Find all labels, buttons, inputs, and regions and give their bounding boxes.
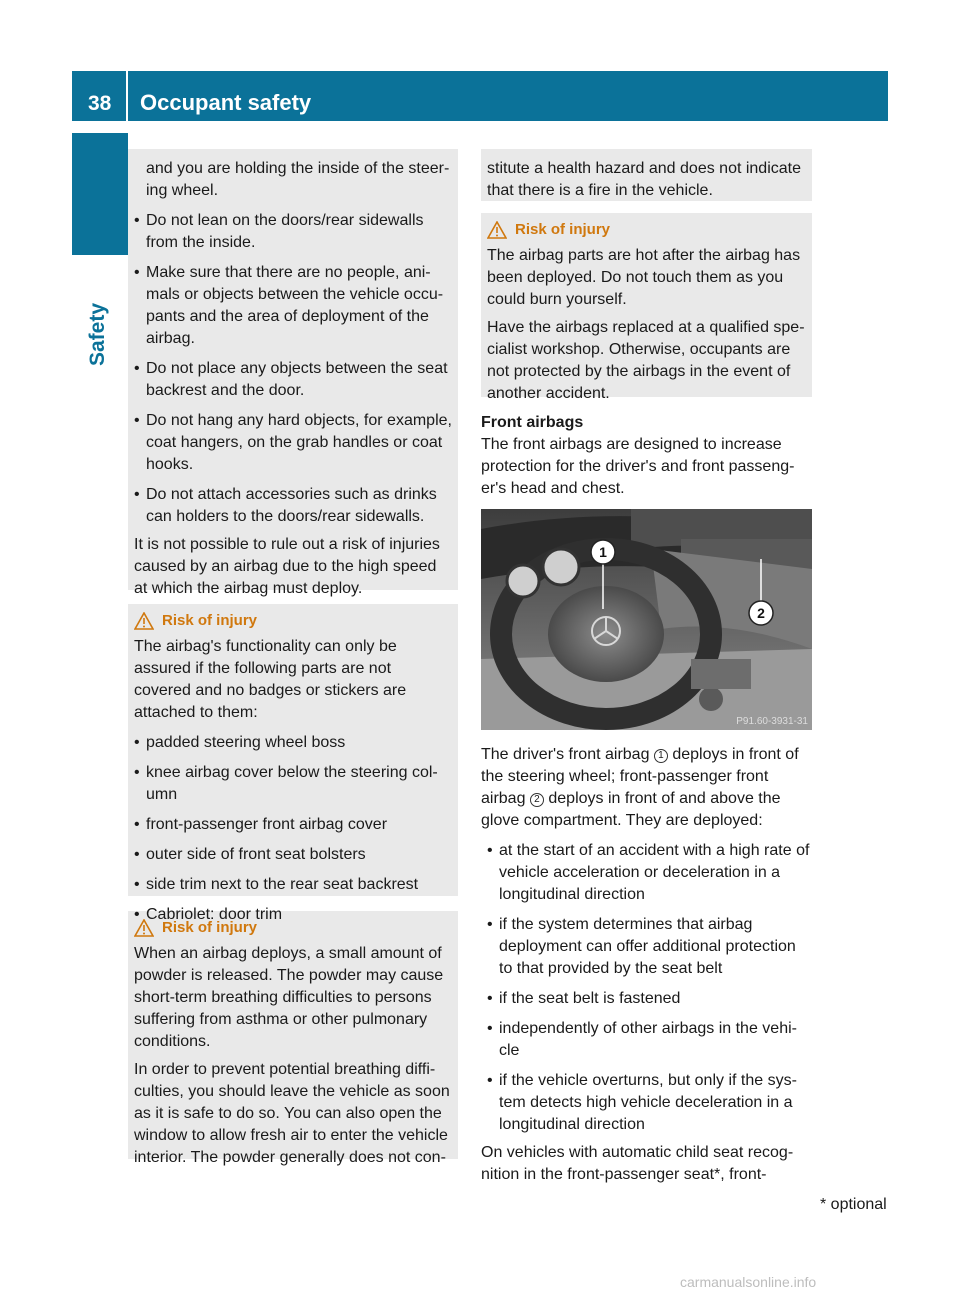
footer-watermark: carmanualsonline.info: [680, 1274, 817, 1290]
list-item: • at the start of an accident with a high rate of vehicle acceleration or deceleration in a longitudinal direction: [487, 842, 810, 903]
dashboard-airbag-illustration: [481, 509, 812, 730]
warning-para-2: Have the airbags replaced at a qualified spe- cialist workshop. Otherwise, occupants are not protected by the airbags in the event of another accident.: [487, 319, 805, 402]
side-tab-block: [72, 133, 128, 255]
side-tab: [86, 266, 116, 366]
warning-para-1: The airbag parts are hot after the airbag has been deployed. Do not touch them as you could burn yourself.: [487, 247, 801, 308]
right-closing-text: On vehicles with automatic child seat recog- nition in the front-passenger seat*, front-: [481, 1144, 794, 1183]
list-item: • Do not attach accessories such as drinks can holders to the doors/rear sidewalls.: [134, 486, 437, 525]
left-column: [134, 158, 452, 600]
right-cont-text: [487, 158, 807, 202]
list-item: • padded steering wheel boss: [134, 734, 346, 751]
section-intro: The front airbags are designed to increase protection for the driver's and front passeng- er's head and chest.: [481, 436, 795, 497]
list-item: • Do not lean on the doors/rear sidewalls from the inside.: [134, 212, 424, 251]
list-item: • Cabriolet: door trim: [134, 906, 283, 923]
footnote-optional: * optional: [820, 1196, 887, 1213]
illustration-code: P91.60-3931-31: [736, 716, 808, 727]
side-tab-label: Safety: [86, 302, 109, 366]
list-item: • independently of other airbags in the vehi- cle: [487, 1020, 797, 1059]
warning-para-1: When an airbag deploys, a small amount of powder is released. The powder may cause short-term breathing difficulties to persons suffering from asthma or other pulmonary conditions.: [134, 945, 444, 1050]
warning-para-2: In order to prevent potential breathing diffi- culties, you should leave the vehicle as soon as it is safe to do so. You can also open the window to allow fresh air to enter the vehicle interior. The powder generally does not con-: [134, 1061, 450, 1166]
intro-line-2: ing wheel.: [146, 182, 219, 199]
continued-text: stitute a health hazard and does not indicate that there is a fire in the vehicle.: [487, 160, 801, 199]
list-item: • front-passenger front airbag cover: [134, 816, 388, 833]
callout-1: 1: [599, 544, 607, 560]
list-item: • if the vehicle overturns, but only if the sys- tem detects high vehicle deceleration in a longitudinal direction: [487, 1072, 797, 1133]
list-item: • Make sure that there are no people, ani- mals or objects between the vehicle occu- pants and the area of deployment of the airbag.: [134, 264, 444, 347]
warning-1: [134, 610, 452, 926]
warning-title: Risk of injury: [162, 919, 258, 936]
front-airbags-section: [481, 412, 813, 500]
list-item: • if the seat belt is fastened: [487, 990, 681, 1007]
left-closing-text: It is not possible to rule out a risk of injuries caused by an airbag due to the high speed at which the airbag must deploy.: [134, 536, 440, 597]
warning-2: [134, 917, 452, 1169]
warning-title: Risk of injury: [162, 612, 258, 629]
airbag-description-text: The driver's front airbag 1 deploys in front of the steering wheel; front-passenger front airbag 2 deploys in front of and above the glove compartment. They are deployed:: [481, 746, 799, 829]
list-item: • outer side of front seat bolsters: [134, 846, 366, 863]
warning-text: The airbag's functionality can only be assured if the following parts are not covered and no badges or stickers are attached to them:: [134, 638, 407, 721]
callout-ref-1: 1: [654, 749, 668, 763]
page-title: Occupant safety: [140, 90, 312, 115]
list-item: • Do not place any objects between the seat backrest and the door.: [134, 360, 448, 399]
callout-2: 2: [757, 605, 765, 621]
intro-line-1: and you are holding the inside of the steer-: [146, 160, 450, 177]
list-item: • side trim next to the rear seat backrest: [134, 876, 419, 893]
list-item: • if the system determines that airbag deployment can offer additional protection to that provided by the seat belt: [487, 916, 796, 977]
warning-3: [487, 219, 807, 405]
warning-triangle-icon: [134, 612, 154, 630]
list-item: • knee airbag cover below the steering col- umn: [134, 764, 438, 803]
section-title: Front airbags: [481, 414, 584, 431]
list-item: • Do not hang any hard objects, for example, coat hangers, on the grab handles or coat hooks.: [134, 412, 452, 473]
warning-triangle-icon: [134, 919, 154, 937]
page-number: 38: [88, 92, 112, 115]
warning-title: Risk of injury: [515, 221, 611, 238]
header-divider: [126, 71, 128, 121]
warning-triangle-icon: [487, 221, 507, 239]
callout-ref-2: 2: [530, 793, 544, 807]
airbag-description: [481, 744, 813, 1186]
